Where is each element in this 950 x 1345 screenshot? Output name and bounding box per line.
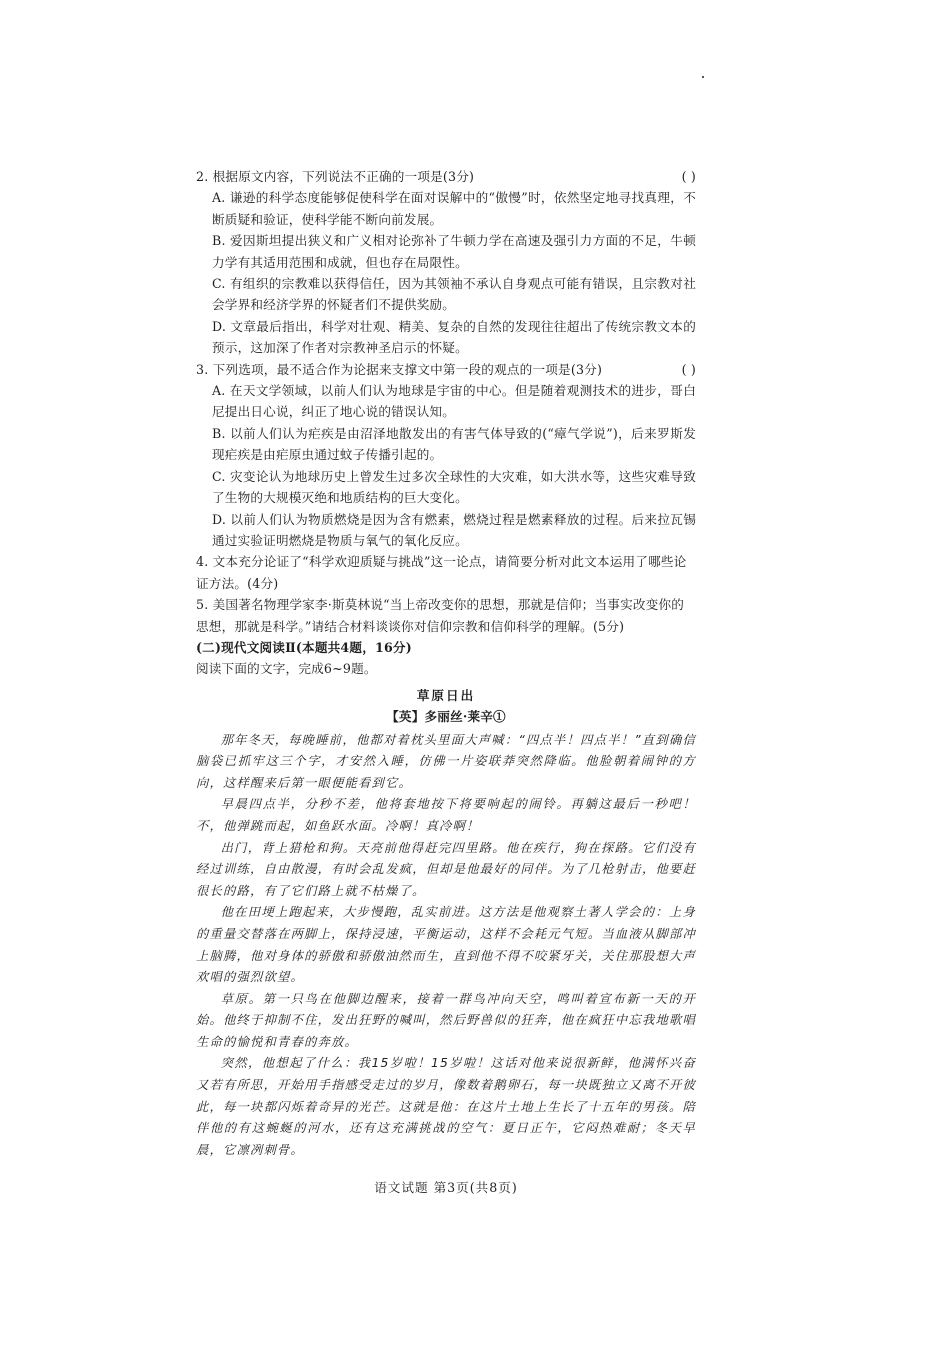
- passage-paragraph: 早晨四点半，分秒不差，他将套地按下将要响起的闹铃。再躺这最后一秒吧！不，他弹跳而起，如鱼跃水面。冷啊！真冷啊！: [196, 797, 696, 833]
- answer-bracket: ( ): [681, 169, 696, 184]
- question-3: [196, 359, 696, 552]
- question-2-option-d: D. 文章最后指出，科学对壮观、精美、复杂的自然的发现往往超出了传统宗教文本的预示，这加深了作者对宗教神圣启示的怀疑。: [212, 318, 696, 356]
- answer-bracket: ( ): [681, 361, 696, 377]
- question-3-option-d: D. 以前人们认为物质燃烧是因为含有燃素，燃烧过程是燃素释放的过程。后来拉瓦锡通过实验证明燃烧是物质与氧气的氧化反应。: [212, 511, 696, 548]
- exam-page: [196, 166, 696, 1199]
- passage-title: 草原日出: [416, 687, 476, 703]
- question-2-option-a: A. 谦逊的科学态度能够促使科学在面对误解中的“傲慢”时，依然坚定地寻找真理，不断质疑和验证，使科学能不断向前发展。: [212, 190, 696, 227]
- section-heading: (二)现代文阅读Ⅱ(本题共4题，16分): [196, 639, 412, 655]
- passage-author: 【英】多丽丝·莱辛①: [386, 709, 506, 725]
- question-5: 5. 美国著名物理学家李·斯莫林说“当上帝改变你的思想，那就是信仰；当事实改变你的思想，那就是科学。”请结合材料谈谈你对信仰宗教和信仰科学的理解。(5分): [196, 597, 685, 634]
- question-3-option-b: B. 以前人们认为疟疾是由沼泽地散发出的有害气体导致的(“瘴气学说”)，后来罗斯发现疟疾是由疟原虫通过蚊子传播引起的。: [212, 425, 696, 463]
- passage-paragraph: 那年冬天，每晚睡前，他都对着枕头里面大声喊：“四点半！四点半！”直到确信脑袋已抓牢这三个字，才安然入睡，仿佛一片姿联莽突然降临。他脸朝着闹钟的方向，这样醒来后第一眼便能看到它。: [196, 732, 696, 790]
- passage-paragraph: 草原。第一只鸟在他脚边醒来，接着一群鸟冲向天空，鸣叫着宣布新一天的开始。他终于抑制不住，发出狂野的喊叫，然后野兽似的狂奔，他在疯狂中忘我地歌唱生命的愉悦和青春的奔放。: [196, 991, 696, 1049]
- question-3-option-a: A. 在天文学领域，以前人们认为地球是宇宙的中心。但是随着观测技术的进步，哥白尼提出日心说，纠正了地心说的错误认知。: [212, 383, 696, 420]
- question-2: [196, 166, 696, 359]
- question-3-option-c: C. 灾变论认为地球历史上曾发生过多次全球性的大灾难，如大洪水等，这些灾难导致了生物的大规模灭绝和地质结构的巨大变化。: [212, 468, 696, 506]
- question-4: 4. 文本充分论证了“科学欢迎质疑与挑战”这一论点，请简要分析对此文本运用了哪些论证方法。(4分): [196, 554, 687, 591]
- passage-paragraph: 突然，他想起了什么：我15岁啦！15岁啦！这话对他来说很新鲜，他满怀兴奋又若有所思，开始用手指感受走过的岁月，像数着鹅卵石，每一块既独立又离不开彼此，每一块都闪烁着奇异的光芒。这就是他：在这片土地上生长了十五年的男孩。陪伴他的有这蜿蜒的河水，还有这充满挑战的空气：夏日正午，它闷热难耐；冬天早晨，它凛冽刺骨。: [196, 1056, 696, 1157]
- page-footer: 语文试题 第3页(共8页): [374, 1180, 518, 1196]
- question-2-option-c: C. 有组织的宗教难以获得信任，因为其领袖不承认自身观点可能有错误，且宗教对社会学界和经济学界的怀疑者们不提供奖励。: [212, 276, 696, 313]
- section-instruction: 阅读下面的文字，完成6~9题。: [196, 661, 377, 677]
- question-3-stem: 3. 下列选项，最不适合作为论据来支撑文中第一段的观点的一项是(3分): [196, 361, 603, 377]
- question-2-stem: 2. 根据原文内容，下列说法不正确的一项是(3分): [196, 169, 475, 184]
- passage-paragraph: 他在田埂上跑起来，大步慢跑，乱实前进。这方法是他观察土著人学会的：上身的重量交替落在两脚上，保持浸速，平衡运动，这样不会耗元气短。当血液从脚部冲上脑腾，他对身体的骄傲和骄傲油然而生，直到他不得不咬紧牙关，关住那股想大声欢唱的强烈欲望。: [196, 905, 696, 985]
- question-2-option-b: B. 爱因斯坦提出狭义和广义相对论弥补了牛顿力学在高速及强引力方面的不足，牛顿力学有其适用范围和成就，但也存在局限性。: [212, 233, 696, 270]
- scan-speck: [702, 76, 704, 78]
- passage-paragraph: 出门，背上猎枪和狗。天亮前他得赶完四里路。他在疾行，狗在探路。它们没有经过训练，自由散漫，有时会乱发疯，但却是他最好的同伴。为了几枪射击，他要赶很长的路，有了它们路上就不枯燥了。: [196, 840, 696, 898]
